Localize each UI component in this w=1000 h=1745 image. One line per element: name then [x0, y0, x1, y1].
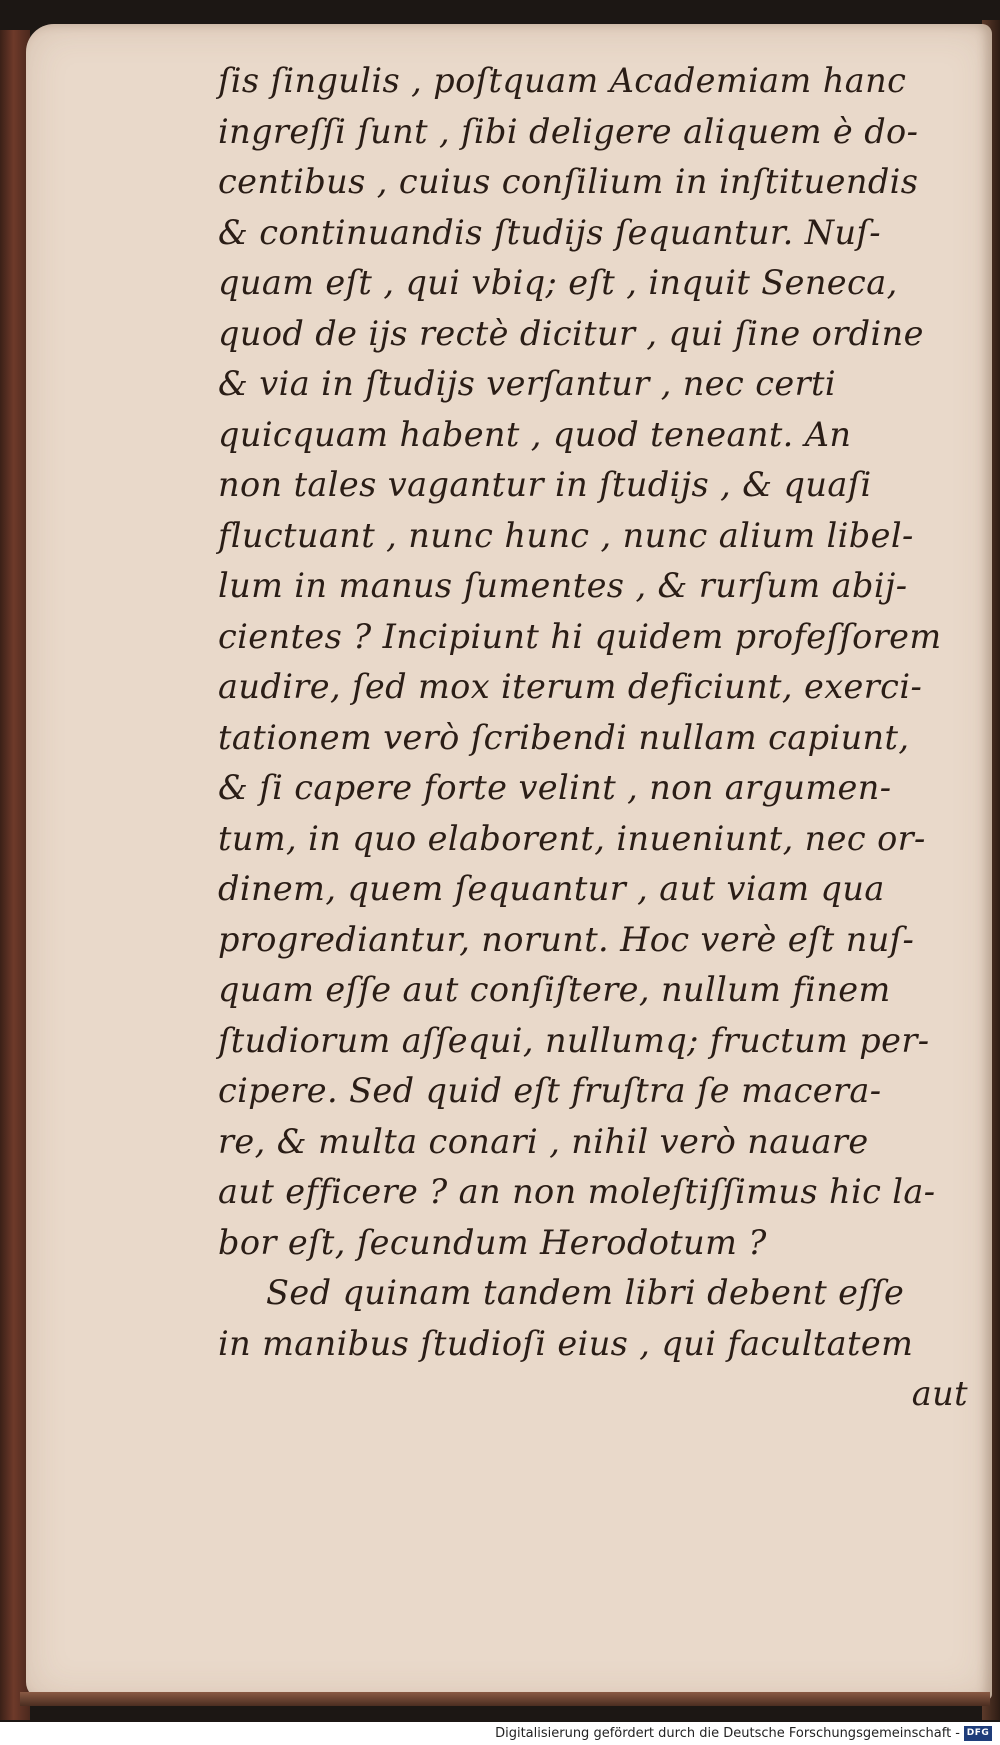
text-line: re, & multa conari , nihil verò nauare — [218, 1121, 869, 1161]
text-line: ſis ſingulis , poſtquam Academiam hanc — [218, 61, 907, 100]
text-line: cientes ? Incipiunt hi quidem profeſſorem — [218, 616, 942, 656]
catchword: aut — [911, 1374, 968, 1413]
text-line: dinem, quem ſequantur , aut viam qua — [218, 869, 885, 908]
text-line: aut efficere ? an non moleſtiſſimus hic la- — [218, 1172, 936, 1211]
text-line: audire, ſed mox iterum deficiunt, exerci- — [218, 667, 923, 706]
funding-credit: Digitalisierung gefördert durch die Deutsche Forschungsgemeinschaft - — [495, 1726, 960, 1741]
text-line: in manibus ſtudioſi eius , qui facultatem — [218, 1323, 914, 1363]
text-line: progrediantur, norunt. Hoc verè eſt nuſ- — [218, 919, 915, 959]
text-line: quod de ijs rectè dicitur , qui ſine ordine — [218, 313, 924, 353]
dfg-logo: DFG — [964, 1726, 992, 1741]
text-line: tationem verò ſcribendi nullam capiunt, — [218, 717, 910, 757]
text-line-paragraph-start: Sed quinam tandem libri debent eſſe — [266, 1273, 905, 1312]
text-line: quicquam habent , quod teneant. An — [218, 414, 852, 454]
text-line: quam eſſe aut conſiſtere, nullum finem — [218, 970, 891, 1009]
text-line: ſtudiorum aſſequi, nullumq; fructum per- — [218, 1020, 930, 1060]
text-line: cipere. Sed quid eſt fruſtra ſe macera- — [218, 1071, 882, 1110]
text-line: ingreſſi ſunt , ſibi deligere aliquem è do- — [218, 111, 919, 151]
text-line: tum, in quo elaborent, inueniunt, nec or- — [218, 818, 926, 858]
text-line: lum in manus ſumentes , & rurſum abij- — [218, 566, 908, 605]
text-line: quam eſt , qui vbiq; eſt , inquit Seneca, — [218, 263, 898, 302]
text-line: & ſi capere forte velint , non argumen- — [218, 768, 892, 807]
text-line: bor eſt, ſecundum Herodotum ? — [218, 1222, 767, 1262]
text-line: fluctuant , nunc hunc , nunc alium libel- — [218, 515, 914, 555]
digitization-footer — [0, 1722, 1000, 1745]
book-page-bottom-edge — [20, 1692, 990, 1706]
text-line: & via in ſtudijs verſantur , nec certi — [218, 364, 836, 403]
text-line: centibus , cuius conſilium in inſtituendis — [218, 162, 919, 201]
page-text — [218, 56, 978, 1420]
text-line: non tales vagantur in ſtudijs , & quaſi — [218, 465, 872, 504]
text-line: & continuandis ſtudijs ſequantur. Nuſ- — [218, 212, 881, 252]
